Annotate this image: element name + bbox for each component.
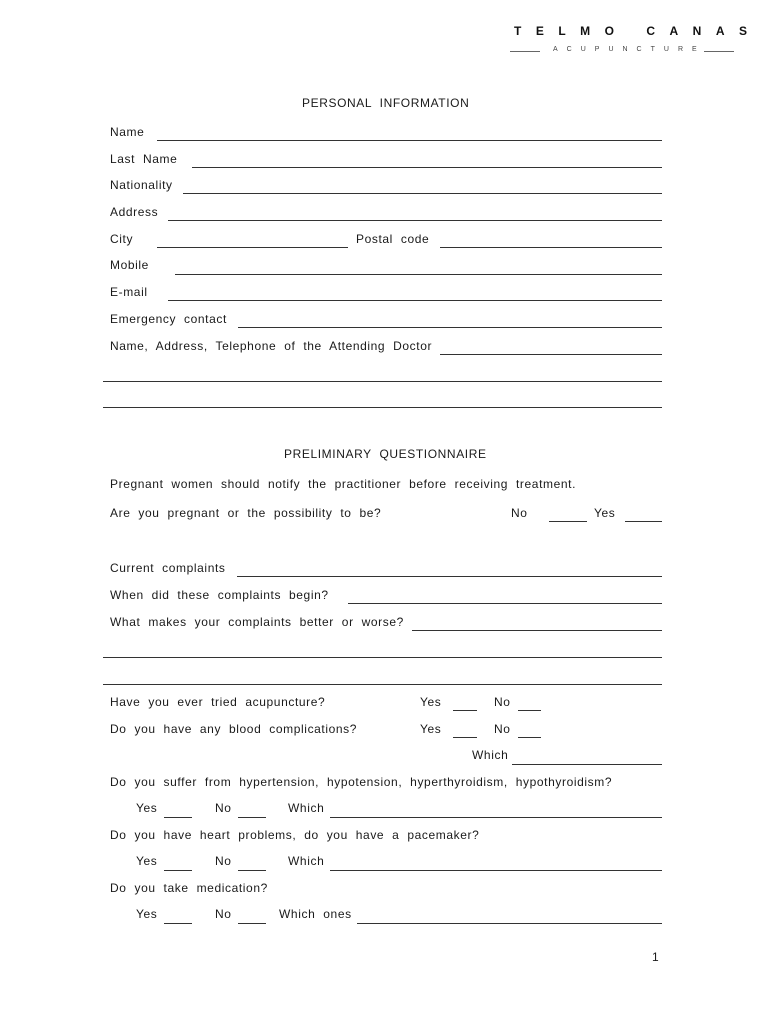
- heart-which-field[interactable]: [330, 870, 662, 871]
- medication-yes-field[interactable]: [164, 923, 192, 924]
- acupuncture-yes-label: Yes: [420, 695, 442, 709]
- blood-question: Do you have any blood complications?: [110, 722, 358, 736]
- medication-yes-label: Yes: [136, 907, 158, 921]
- doctor-field-line-3[interactable]: [103, 407, 662, 408]
- medication-which-ones-field[interactable]: [357, 923, 662, 924]
- hypertension-which-label: Which: [288, 801, 325, 815]
- medication-question: Do you take medication?: [110, 881, 268, 895]
- brand-name: TELMO CANAS: [514, 24, 762, 38]
- postal-code-label: Postal code: [356, 232, 430, 246]
- medication-no-field[interactable]: [238, 923, 266, 924]
- email-label: E-mail: [110, 285, 148, 299]
- hypertension-no-field[interactable]: [238, 817, 266, 818]
- pregnant-no-field[interactable]: [549, 521, 587, 522]
- medication-no-label: No: [215, 907, 232, 921]
- nationality-field[interactable]: [183, 193, 662, 194]
- heart-no-field[interactable]: [238, 870, 266, 871]
- name-label: Name: [110, 125, 145, 139]
- complaints-begin-field[interactable]: [348, 603, 662, 604]
- blood-no-label: No: [494, 722, 511, 736]
- pregnant-question: Are you pregnant or the possibility to be?: [110, 506, 382, 520]
- blood-yes-label: Yes: [420, 722, 442, 736]
- current-complaints-label: Current complaints: [110, 561, 226, 575]
- personal-info-title: PERSONAL INFORMATION: [302, 96, 470, 110]
- brand-rule-right: [704, 51, 734, 52]
- emergency-contact-field[interactable]: [238, 327, 662, 328]
- emergency-contact-label: Emergency contact: [110, 312, 227, 326]
- blood-no-field[interactable]: [518, 737, 541, 738]
- mobile-field[interactable]: [175, 274, 662, 275]
- hypertension-no-label: No: [215, 801, 232, 815]
- better-worse-line-2[interactable]: [103, 657, 662, 658]
- heart-which-label: Which: [288, 854, 325, 868]
- brand-rule-left: [510, 51, 540, 52]
- brand-subtitle: ACUPUNCTURE: [553, 46, 706, 53]
- city-field[interactable]: [157, 247, 348, 248]
- blood-yes-field[interactable]: [453, 737, 477, 738]
- last-name-field[interactable]: [192, 167, 662, 168]
- hypertension-yes-field[interactable]: [164, 817, 192, 818]
- mobile-label: Mobile: [110, 258, 149, 272]
- pregnant-notice: Pregnant women should notify the practitioner before receiving treatment.: [110, 477, 577, 491]
- better-worse-field[interactable]: [412, 630, 662, 631]
- pregnant-yes-field[interactable]: [625, 521, 662, 522]
- heart-question: Do you have heart problems, do you have a pacemaker?: [110, 828, 480, 842]
- better-worse-line-3[interactable]: [103, 684, 662, 685]
- acupuncture-yes-field[interactable]: [453, 710, 477, 711]
- blood-which-label: Which: [472, 748, 509, 762]
- better-worse-label: What makes your complaints better or worse?: [110, 615, 404, 629]
- heart-no-label: No: [215, 854, 232, 868]
- name-field[interactable]: [157, 140, 662, 141]
- page-number: 1: [652, 950, 659, 964]
- doctor-field-line-2[interactable]: [103, 381, 662, 382]
- last-name-label: Last Name: [110, 152, 178, 166]
- hypertension-yes-label: Yes: [136, 801, 158, 815]
- address-label: Address: [110, 205, 159, 219]
- postal-code-field[interactable]: [440, 247, 662, 248]
- blood-which-field[interactable]: [512, 764, 662, 765]
- hypertension-question: Do you suffer from hypertension, hypotension, hyperthyroidism, hypothyroidism?: [110, 775, 613, 789]
- heart-yes-field[interactable]: [164, 870, 192, 871]
- hypertension-which-field[interactable]: [330, 817, 662, 818]
- city-label: City: [110, 232, 134, 246]
- address-field[interactable]: [168, 220, 662, 221]
- email-field[interactable]: [168, 300, 662, 301]
- pregnant-yes-label: Yes: [594, 506, 616, 520]
- questionnaire-title: PRELIMINARY QUESTIONNAIRE: [284, 447, 487, 461]
- nationality-label: Nationality: [110, 178, 173, 192]
- acupuncture-no-field[interactable]: [518, 710, 541, 711]
- current-complaints-field[interactable]: [237, 576, 662, 577]
- pregnant-no-label: No: [511, 506, 528, 520]
- complaints-begin-label: When did these complaints begin?: [110, 588, 329, 602]
- acupuncture-question: Have you ever tried acupuncture?: [110, 695, 326, 709]
- medication-which-ones-label: Which ones: [279, 907, 352, 921]
- heart-yes-label: Yes: [136, 854, 158, 868]
- doctor-field[interactable]: [440, 354, 662, 355]
- acupuncture-no-label: No: [494, 695, 511, 709]
- doctor-label: Name, Address, Telephone of the Attending Doctor: [110, 339, 433, 353]
